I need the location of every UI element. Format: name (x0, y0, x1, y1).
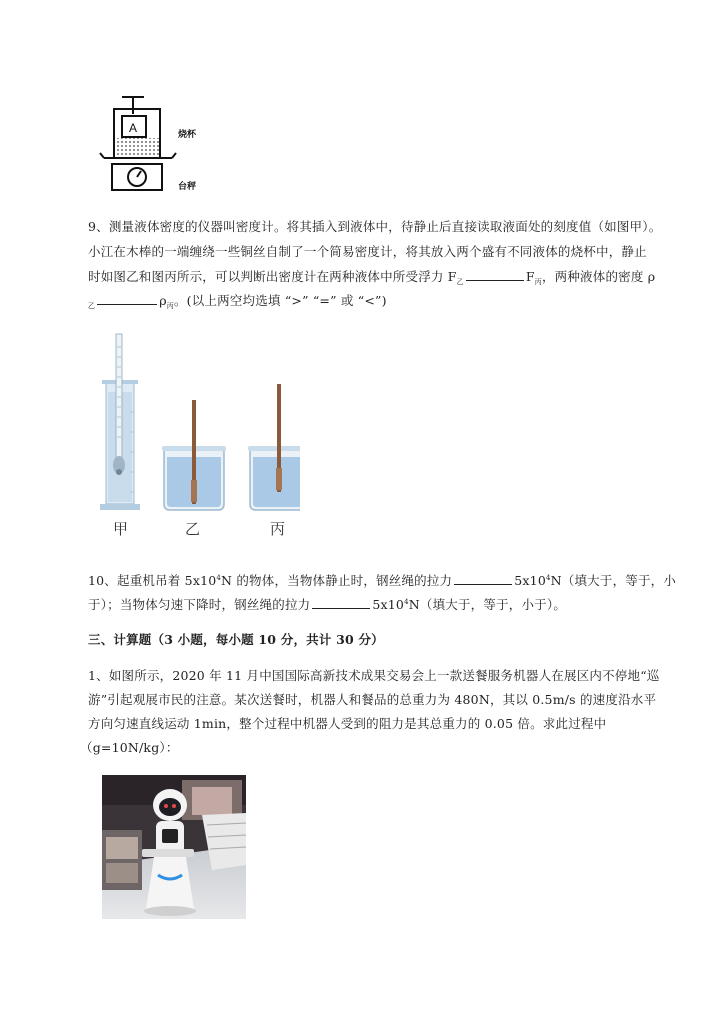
sub-yi-rho: 乙 (88, 302, 96, 310)
section-3-heading: 三、计算题（3 小题，每小题 10 分，共计 30 分） (88, 632, 384, 647)
sub-bing-rho: 丙 (166, 302, 174, 310)
c1-line-1: 1、如图所示，2020 年 11 月中国国际高新技术成果交易会上一款送餐服务机器人在展区内不停地“巡 (88, 668, 660, 683)
q10-line-2b: 5x10 (372, 597, 405, 612)
q9-line-4a: ρ (159, 293, 167, 308)
q10-line-2c: N（填大于，等于，小于）。 (408, 597, 567, 612)
c1-line-4: （g=10N/kg）： (80, 740, 179, 755)
q9-line-4 (88, 292, 387, 314)
q10-exp-3: 4 (404, 598, 409, 606)
sub-yi: 乙 (456, 278, 464, 286)
scale-label: 台秤 (178, 182, 197, 192)
q10-line-1b: N 的物体，当物体静止时，钢丝绳的拉力 (221, 573, 453, 588)
q9-line-1: 9、测量液体密度的仪器叫密度计。将其插入到液体中，待静止后直接读取液面处的刻度值（如图甲）。 (88, 219, 662, 234)
block-label: A (129, 121, 138, 135)
q9-line-3 (88, 268, 655, 290)
q10-exp-1: 4 (216, 574, 222, 582)
robot-photo (102, 775, 246, 919)
q10-line-2a: 于）；当物体匀速下降时，钢丝绳的拉力 (88, 597, 311, 612)
beaker-label: 烧杯 (178, 130, 197, 140)
blank-tension-static[interactable] (454, 572, 512, 585)
q10-exp-2: 4 (545, 574, 551, 582)
q10-line-1 (88, 570, 676, 589)
q9-line-3b: F (525, 269, 535, 284)
q9-line-3a: 时如图乙和图丙所示，可以判断出密度计在两种液体中所受浮力 F (88, 269, 457, 284)
caption-jia: 甲 (113, 520, 129, 538)
c1-line-2: 游”引起观展市民的注意。某次送餐时，机器人和餐品的总重力为 480N，其以 0.5m/s 的速度沿水平 (88, 692, 657, 707)
q10-line-1c: 5x10 (514, 573, 546, 588)
caption-yi: 乙 (185, 520, 201, 538)
blank-density[interactable] (97, 292, 157, 305)
hydrometer-figure (100, 332, 300, 542)
beaker-scale-figure (96, 92, 226, 200)
sub-bing: 丙 (534, 278, 542, 286)
q10-line-1d: N（填大于，等于，小 (550, 573, 677, 588)
q9-line-2: 小江在木棒的一端缠绕一些铜丝自制了一个简易密度计，将其放入两个盛有不同液体的烧杯中，静止 (88, 244, 647, 259)
blank-tension-moving[interactable] (312, 596, 370, 609)
q9-line-4b: 。(以上两空均选填 “>” “=” 或 “<”) (173, 293, 387, 308)
blank-force[interactable] (466, 268, 524, 281)
c1-line-3: 方向匀速直线运动 1min，整个过程中机器人受到的阻力是其总重力的 0.05 倍。求此过程中 (88, 716, 607, 731)
caption-bing: 丙 (270, 520, 286, 538)
q10-line-1a: 10、起重机吊着 5x10 (88, 573, 217, 588)
q10-line-2 (88, 594, 566, 613)
q9-line-3c: ，两种液体的密度 ρ (541, 269, 656, 284)
